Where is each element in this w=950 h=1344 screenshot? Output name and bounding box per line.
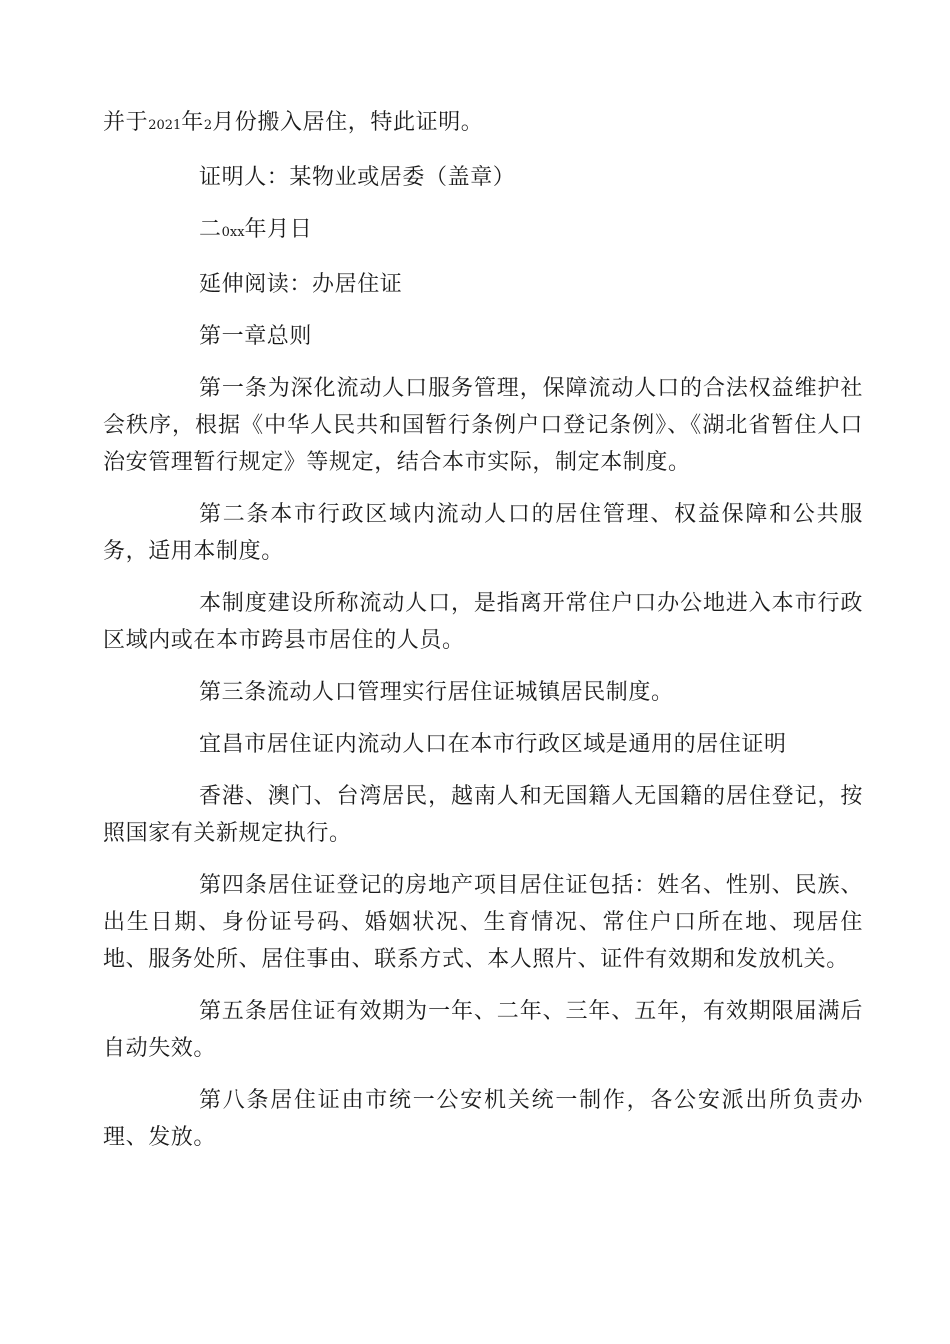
article-paragraph: 宜昌市居住证内流动人口在本市行政区域是通用的居住证明	[199, 732, 787, 757]
article-paragraph: 香港、澳门、台湾居民，越南人和无国籍人无国籍的居住登记，按照国家有关新规定执行。	[103, 784, 863, 846]
move-in-statement	[103, 104, 863, 144]
statement-year: 2021	[148, 118, 182, 133]
article-paragraph: 第四条居住证登记的房地产项目居住证包括：姓名、性别、民族、出生日期、身份证号码、婚姻状况、生育情况、常住户口所在地、现居住地、服务处所、居住事由、联系方式、本人照片、证件有效期和发放机关。	[103, 873, 863, 972]
certifier-line: 证明人：某物业或居委（盖章）	[199, 165, 516, 190]
article-paragraph: 第二条本市行政区域内流动人口的居住管理、权益保障和公共服务，适用本制度。	[103, 502, 863, 564]
article-paragraph: 第三条流动人口管理实行居住证城镇居民制度。	[199, 680, 674, 705]
date-suffix: 年月日	[244, 217, 313, 242]
date-year-code: 0xx	[221, 225, 245, 240]
statement-text-2: 年	[181, 110, 204, 135]
article-paragraph: 第五条居住证有效期为一年、二年、三年、五年，有效期限届满后自动失效。	[103, 999, 863, 1061]
article-paragraph: 第八条居住证由市统一公安机关统一制作，各公安派出所负责办理、发放。	[103, 1088, 863, 1150]
statement-month: 2	[203, 118, 213, 133]
chapter-title: 第一章总则	[199, 324, 313, 349]
extended-reading-heading: 延伸阅读：办居住证	[199, 272, 403, 297]
date-prefix: 二	[199, 217, 222, 242]
document-body	[103, 104, 863, 1171]
statement-text-1: 并于	[103, 110, 149, 135]
article-paragraph: 本制度建设所称流动人口，是指离开常住户口办公地进入本市行政区域内或在本市跨县市居住的人员。	[103, 591, 863, 653]
date-line	[103, 211, 863, 251]
statement-text-3: 月份搬入居住，特此证明。	[212, 110, 484, 135]
article-paragraph: 第一条为深化流动人口服务管理，保障流动人口的合法权益维护社会秩序，根据《中华人民共和国暂行条例户口登记条例》、《湖北省暂住人口治安管理暂行规定》等规定，结合本市实际，制定本制度。	[103, 376, 863, 475]
